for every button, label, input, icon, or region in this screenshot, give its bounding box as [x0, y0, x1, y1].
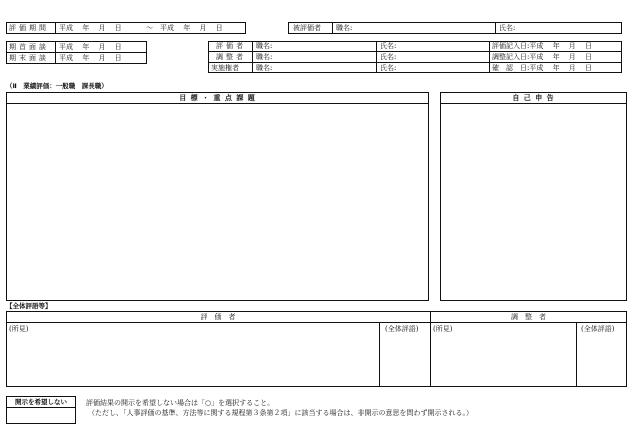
goals-input-area[interactable]	[8, 106, 427, 299]
evaluator-overall-label: (全体評語)	[385, 325, 419, 333]
period-from[interactable]: 平成 年 月 日	[59, 24, 122, 32]
evaluatee-name[interactable]: 氏名:	[499, 24, 516, 32]
goals-header: 目 標 ・ 重 点 課 題	[179, 94, 256, 102]
interview-row-line	[6, 52, 147, 53]
overall-title: 【全体評語等】	[6, 302, 52, 310]
disclosure-label: 開示を希望しない	[15, 398, 67, 406]
reviewer-role-adjuster: 調整者	[216, 53, 246, 61]
disclosure-box-line	[6, 407, 76, 408]
period-to[interactable]: 平成 年 月 日	[160, 24, 223, 32]
adjuster-overall-label: (全体評語)	[581, 325, 615, 333]
reviewer-name-adjuster[interactable]: 氏名:	[380, 53, 397, 61]
overall-header-line	[6, 322, 627, 323]
evaluatee-label: 被評価者	[293, 24, 321, 32]
reviewer-name-authority[interactable]: 氏名:	[380, 64, 397, 72]
reviewer-position-authority[interactable]: 職名:	[256, 64, 273, 72]
adjuster-opinion-label: (所見)	[433, 325, 453, 333]
disclosure-check-area[interactable]	[8, 409, 74, 422]
disclosure-note-1: 評価結果の開示を希望しない場合は「○」を選択すること。	[86, 399, 275, 407]
overall-evaluator-header: 評 価 者	[200, 313, 236, 321]
period-divider	[55, 22, 56, 34]
period-tilde: ～	[146, 24, 153, 32]
reviewer-position-evaluator[interactable]: 職名:	[256, 42, 273, 50]
period-label: 評価期間	[9, 24, 49, 32]
reviewers-row-line-2	[208, 62, 622, 63]
goals-header-line	[6, 103, 429, 104]
self-report-header: 自 己 申 告	[512, 94, 555, 102]
evaluatee-position[interactable]: 職名:	[336, 24, 353, 32]
reviewer-role-evaluator: 評価者	[216, 42, 246, 50]
disclosure-note-2: （ただし、「人事評価の基準、方法等に関する規程第３条第２項」に該当する場合は、非開示の意思を問わず開示される。）	[88, 409, 473, 417]
reviewer-date-adjuster[interactable]: 調整記入日:平成 年 月 日	[492, 53, 593, 61]
interview-end-date[interactable]: 平成 年 月 日	[59, 54, 122, 62]
reviewer-position-adjuster[interactable]: 職名:	[256, 53, 273, 61]
section2-title: （Ⅱ 業績評価：一般職 課長職）	[6, 82, 108, 90]
self-report-input-area[interactable]	[442, 106, 625, 299]
overall-evaluator-divider	[379, 322, 380, 387]
evaluatee-divider-2	[495, 22, 496, 34]
reviewer-date-authority[interactable]: 確 認 日:平成 年 月 日	[492, 64, 593, 72]
interview-end-label: 期末面談	[9, 54, 49, 62]
evaluator-opinion-label: (所見)	[9, 325, 29, 333]
reviewers-divider-1	[252, 41, 253, 73]
self-report-header-line	[440, 103, 627, 104]
interview-start-date[interactable]: 平成 年 月 日	[59, 43, 122, 51]
overall-adjuster-divider	[576, 322, 577, 387]
evaluatee-divider-1	[332, 22, 333, 34]
reviewer-role-authority: 実施権者	[211, 64, 239, 72]
reviewers-divider-3	[489, 41, 490, 73]
reviewer-date-evaluator[interactable]: 評価記入日:平成 年 月 日	[492, 42, 593, 50]
overall-adjuster-header: 調 整 者	[511, 313, 546, 321]
interview-start-label: 期首面談	[9, 43, 49, 51]
reviewers-divider-2	[376, 41, 377, 73]
reviewers-row-line-1	[208, 51, 622, 52]
reviewer-name-evaluator[interactable]: 氏名:	[380, 42, 397, 50]
